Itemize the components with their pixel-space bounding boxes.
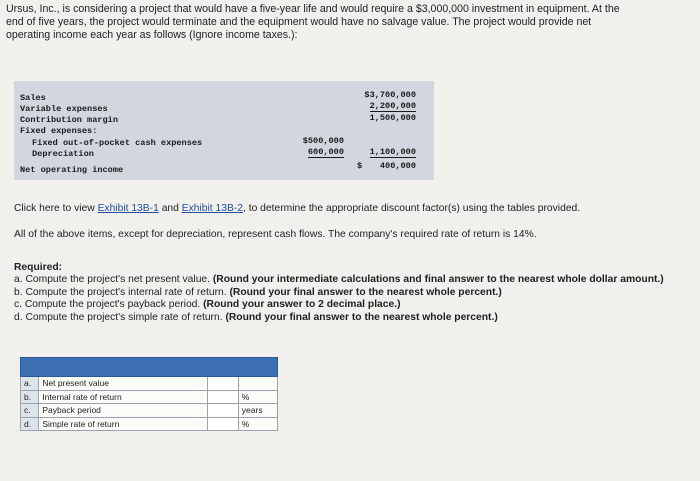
contribution-margin-value: 1,500,000 [369,113,416,123]
answer-table-header [21,358,278,377]
variable-expenses-value: 2,200,000 [369,101,416,111]
net-operating-income-label: Net operating income [20,165,124,175]
cashflow-note: All of the above items, except for depreciation, represent cash flows. The company's required rate of return is 14%. [14,229,537,240]
payback-unit: years [238,404,277,418]
answer-table [20,357,278,431]
srr-unit: % [238,417,277,431]
fixed-oop-label: Fixed out-of-pocket cash expenses [32,138,203,148]
required-item-a: a. Compute the project's net present value. (Round your intermediate calculations and final answer to the nearest whole dollar amount.) [14,274,664,286]
answer-row-srr: d. Simple rate of return % [21,417,278,431]
fixed-total-value: 1,100,000 [369,147,416,157]
exhibit-13b-2-link[interactable]: Exhibit 13B-2 [181,203,243,214]
sales-label: Sales [20,93,46,103]
required-item-d: d. Compute the project's simple rate of return. (Round your final answer to the nearest whole percent.) [14,311,498,323]
exhibit-instructions: Click here to view Exhibit 13B-1 and Exhibit 13B-2, to determine the appropriate discount factor(s) using the tables provided. [14,203,581,214]
answer-row-irr: b. Internal rate of return % [21,390,278,404]
exhibit-13b-1-link[interactable]: Exhibit 13B-1 [97,203,159,214]
sales-value: $3,700,000 [364,90,416,100]
answer-row-payback: c. Payback period years [21,404,278,418]
required-section [14,262,698,324]
contribution-margin-label: Contribution margin [20,115,118,125]
required-item-c: c. Compute the project's payback period. (Round your answer to 2 decimal place.) [14,299,401,311]
fixed-oop-value: $500,000 [302,136,344,146]
depreciation-value: 600,000 [307,147,344,157]
variable-expenses-label: Variable expenses [20,104,108,114]
depreciation-label: Depreciation [32,149,94,159]
net-operating-income-value: 400,000 [379,161,416,171]
income-statement [14,81,434,180]
irr-input[interactable] [208,391,238,403]
required-heading: Required: [14,262,63,273]
srr-input[interactable] [208,418,238,430]
npv-input[interactable] [208,377,238,389]
fixed-expenses-label: Fixed expenses: [20,126,98,136]
irr-unit: % [238,390,277,404]
required-item-b: b. Compute the project's internal rate of return. (Round your final answer to the nearest whole percent.) [14,286,502,298]
noi-dollar-sign: $ [357,161,363,171]
answer-row-npv: a. Net present value [21,377,278,391]
payback-input[interactable] [208,404,238,416]
problem-intro: Ursus, Inc., is considering a project that would have a five-year life and would require a $3,000,000 investment in equipment. At the end of five years, the project would terminate and the equipment would have no salvage value. The project would provide net operating income each year as follows (Ignore income taxes.): [6,3,620,41]
